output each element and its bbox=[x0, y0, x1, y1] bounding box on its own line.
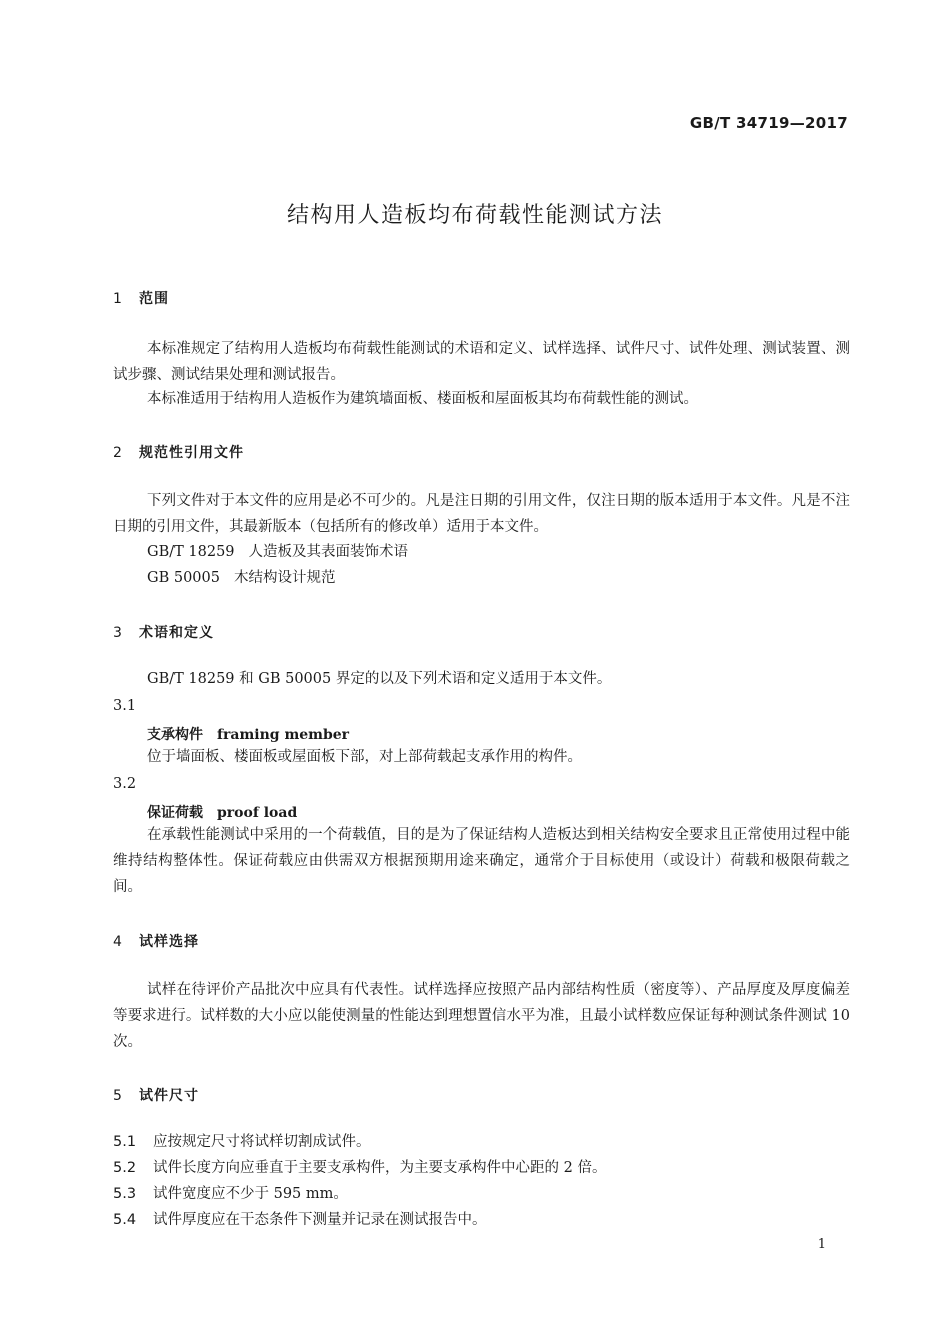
clause-text: 试件长度方向应垂直于主要支承构件，为主要支承构件中心距的 2 倍。 bbox=[153, 1160, 607, 1176]
clause-text: 应按规定尺寸将试样切割成试件。 bbox=[153, 1134, 371, 1150]
section-title: 范围 bbox=[139, 291, 169, 307]
term-definition: 位于墙面板、楼面板或屋面板下部，对上部荷载起支承作用的构件。 bbox=[147, 749, 582, 765]
clause-item bbox=[113, 1155, 606, 1181]
term-number: 3.2 bbox=[113, 776, 137, 792]
section-number: 1 bbox=[113, 291, 123, 307]
reference-item bbox=[147, 539, 408, 565]
term-heading bbox=[147, 802, 297, 822]
clause-text: 试件厚度应在干态条件下测量并记录在测试报告中。 bbox=[153, 1212, 487, 1228]
term-zh: 支承构件 bbox=[147, 727, 203, 743]
section-number: 4 bbox=[113, 934, 123, 950]
section-title: 试件尺寸 bbox=[139, 1088, 199, 1104]
section-1-paragraph-1: 本标准规定了结构用人造板均布荷载性能测试的术语和定义、试样选择、试件尺寸、试件处理、测试装置、测试步骤、测试结果处理和测试报告。 bbox=[113, 341, 850, 383]
clause-number: 5.1 bbox=[113, 1134, 137, 1150]
clause-number: 5.4 bbox=[113, 1212, 137, 1228]
clause-item bbox=[113, 1129, 371, 1155]
page-number: 1 bbox=[817, 1237, 826, 1252]
term-number: 3.1 bbox=[113, 698, 137, 714]
standard-code: GB/T 34719—2017 bbox=[689, 114, 848, 132]
term-heading bbox=[147, 724, 349, 744]
section-2-heading bbox=[113, 442, 244, 462]
page-title: 结构用人造板均布荷载性能测试方法 bbox=[286, 203, 663, 228]
section-3-paragraph-1: GB/T 18259 和 GB 50005 界定的以及下列术语和定义适用于本文件。 bbox=[147, 671, 612, 687]
clause-text: 试件宽度应不少于 595 mm。 bbox=[153, 1186, 348, 1202]
section-title: 试样选择 bbox=[139, 934, 199, 950]
reference-item bbox=[147, 565, 335, 591]
section-title: 术语和定义 bbox=[139, 625, 214, 641]
section-title: 规范性引用文件 bbox=[139, 445, 244, 461]
section-number: 2 bbox=[113, 445, 123, 461]
section-1-paragraph-2: 本标准适用于结构用人造板作为建筑墙面板、楼面板和屋面板其均布荷载性能的测试。 bbox=[147, 391, 698, 407]
clause-item bbox=[113, 1181, 348, 1207]
term-en: framing member bbox=[217, 727, 350, 743]
section-1-heading bbox=[113, 288, 169, 308]
reference-code: GB/T 18259 bbox=[147, 544, 235, 560]
section-number: 3 bbox=[113, 625, 123, 641]
reference-code: GB 50005 bbox=[147, 570, 220, 586]
section-4-heading bbox=[113, 931, 199, 951]
term-zh: 保证荷载 bbox=[147, 805, 203, 821]
section-number: 5 bbox=[113, 1088, 123, 1104]
clause-item bbox=[113, 1207, 487, 1233]
section-5-heading bbox=[113, 1085, 199, 1105]
term-definition: 在承载性能测试中采用的一个荷载值，目的是为了保证结构人造板达到相关结构安全要求且正常使用过程中能维持结构整体性。保证荷载应由供需双方根据预期用途来确定，通常介于目标使用（或设计）荷载和极限荷载之间。 bbox=[113, 827, 850, 895]
clause-number: 5.2 bbox=[113, 1160, 137, 1176]
section-3-heading bbox=[113, 622, 214, 642]
section-2-paragraph-1: 下列文件对于本文件的应用是必不可少的。凡是注日期的引用文件，仅注日期的版本适用于本文件。凡是不注日期的引用文件，其最新版本（包括所有的修改单）适用于本文件。 bbox=[113, 493, 850, 535]
term-en: proof load bbox=[217, 805, 298, 821]
section-4-paragraph-1: 试样在待评价产品批次中应具有代表性。试样选择应按照产品内部结构性质（密度等）、产品厚度及厚度偏差等要求进行。试样数的大小应以能使测量的性能达到理想置信水平为准，且最小试样数应保证每种测试条件测试 10 次。 bbox=[113, 982, 850, 1050]
reference-name: 木结构设计规范 bbox=[233, 570, 336, 586]
reference-name: 人造板及其表面装饰术语 bbox=[248, 544, 409, 560]
clause-number: 5.3 bbox=[113, 1186, 137, 1202]
